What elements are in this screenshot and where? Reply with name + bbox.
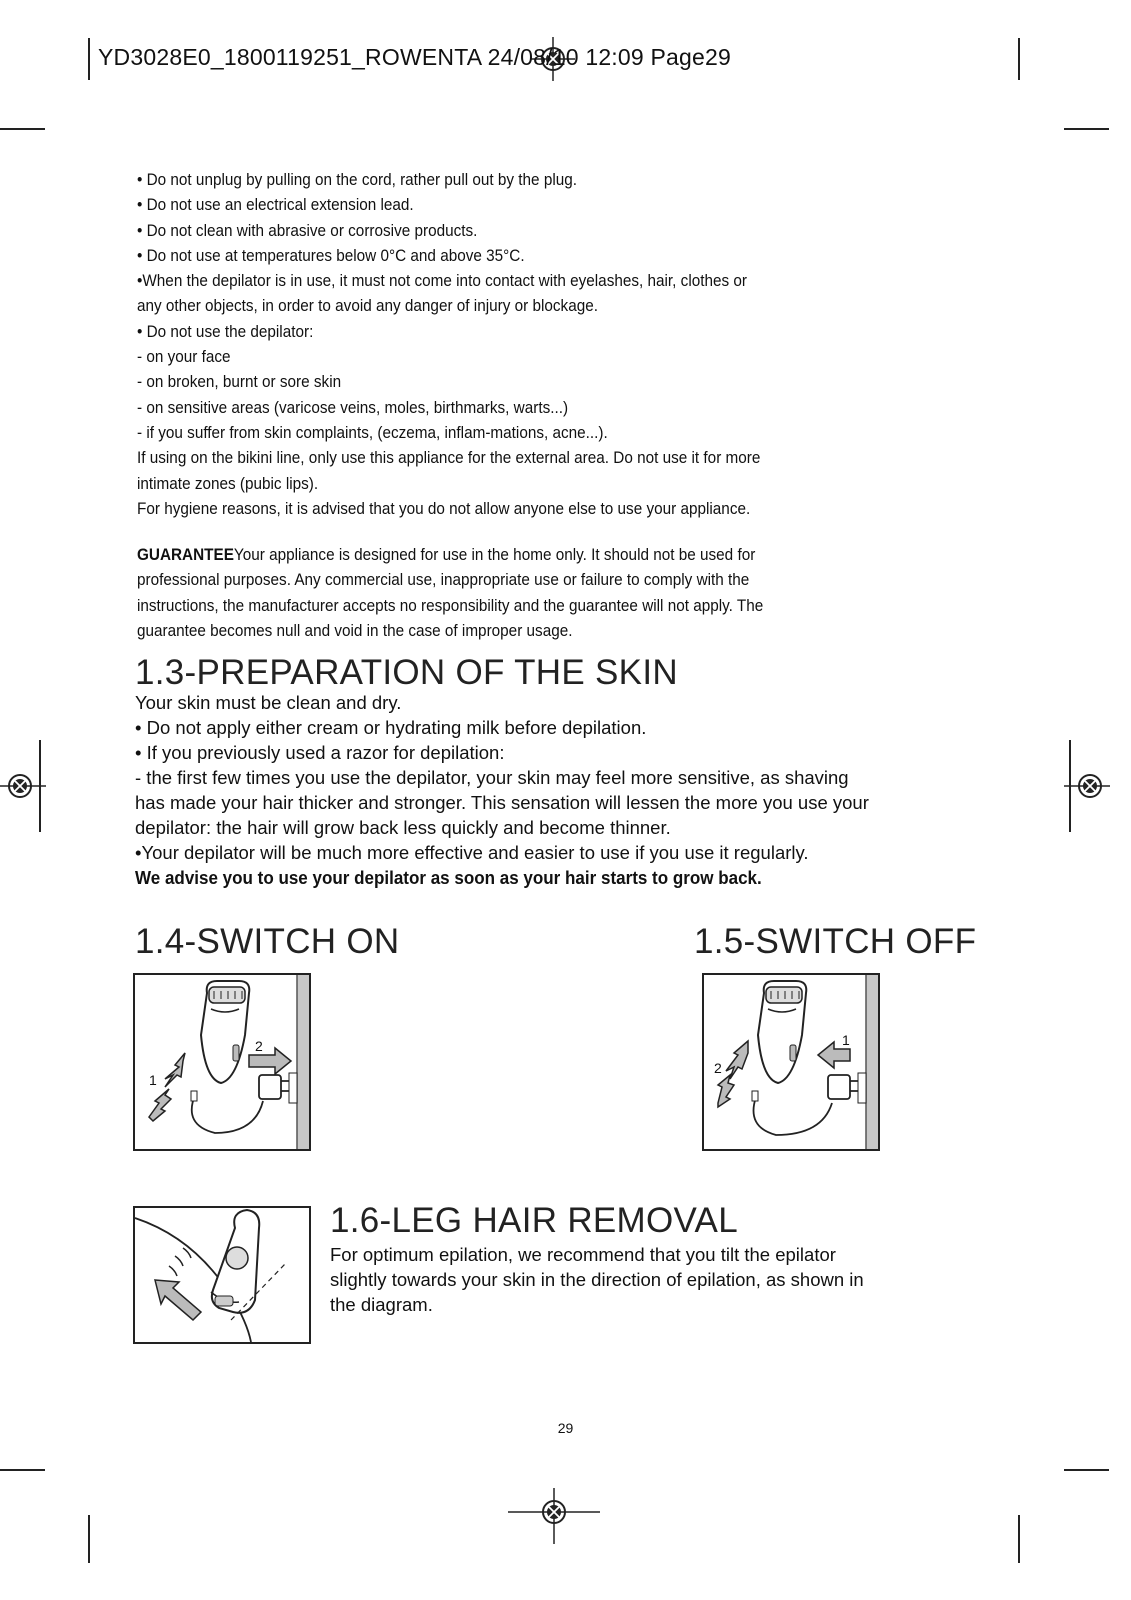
guarantee-label: GUARANTEE bbox=[137, 545, 234, 564]
preparation-line: Your skin must be clean and dry. bbox=[135, 692, 402, 713]
safety-line: • Do not use at temperatures below 0°C and above 35°C. bbox=[137, 245, 525, 265]
leg-hair-removal-text bbox=[330, 1242, 990, 1317]
safety-line: intimate zones (pubic lips). bbox=[137, 473, 319, 493]
safety-line: • Do not use the depilator: bbox=[137, 321, 314, 341]
guarantee-line: instructions, the manufacturer accepts no responsibility and the guarantee will not apply. The bbox=[137, 595, 764, 615]
switch-on-step-2: 2 bbox=[255, 1038, 263, 1054]
registration-mark-right-icon bbox=[1064, 740, 1110, 832]
crop-mark-top-left-horizontal bbox=[0, 128, 45, 130]
preparation-line: - the first few times you use the depilator, your skin may feel more sensitive, as shaving bbox=[135, 767, 849, 788]
preparation-line: • Do not apply either cream or hydrating milk before depilation. bbox=[135, 717, 647, 738]
safety-line: • Do not use an electrical extension lead. bbox=[137, 195, 414, 215]
guarantee-line: guarantee becomes null and void in the case of improper usage. bbox=[137, 620, 573, 640]
preparation-line: •Your depilator will be much more effective and easier to use if you use it regularly. bbox=[135, 842, 809, 863]
guarantee-line: professional purposes. Any commercial use, inappropriate use or failure to comply with the bbox=[137, 570, 750, 590]
switch-off-step-2: 2 bbox=[714, 1060, 722, 1076]
safety-line: - on your face bbox=[137, 347, 231, 367]
leg-hair-removal-diagram bbox=[133, 1206, 311, 1344]
registration-mark-bottom-icon bbox=[508, 1488, 600, 1544]
safety-line: For hygiene reasons, it is advised that you do not allow anyone else to use your appliance. bbox=[137, 498, 751, 518]
section-title-switch-off: 1.5-SWITCH OFF bbox=[694, 922, 977, 961]
leg-line: the diagram. bbox=[330, 1294, 433, 1315]
preparation-text bbox=[135, 690, 995, 890]
preparation-line: • If you previously used a razor for depilation: bbox=[135, 742, 505, 763]
safety-instructions bbox=[137, 167, 997, 521]
safety-line: •When the depilator is in use, it must not come into contact with eyelashes, hair, clothes or bbox=[137, 271, 748, 291]
crop-mark-bottom-left-vertical bbox=[88, 1515, 90, 1563]
crop-mark-top-right-vertical bbox=[1018, 38, 1020, 80]
safety-line: any other objects, in order to avoid any danger of injury or blockage. bbox=[137, 296, 598, 316]
crop-mark-top-right-horizontal bbox=[1064, 128, 1109, 130]
section-title-switch-on: 1.4-SWITCH ON bbox=[135, 922, 400, 961]
registration-mark-left-icon bbox=[0, 740, 46, 832]
crop-mark-bottom-right-horizontal bbox=[1064, 1469, 1109, 1471]
section-title-leg-hair-removal: 1.6-LEG HAIR REMOVAL bbox=[330, 1201, 738, 1240]
safety-line: - on broken, burnt or sore skin bbox=[137, 372, 342, 392]
guarantee-section bbox=[137, 542, 997, 643]
preparation-line: depilator: the hair will grow back less quickly and become thinner. bbox=[135, 817, 671, 838]
preparation-advice: We advise you to use your depilator as soon as your hair starts to grow back. bbox=[135, 867, 762, 888]
crop-mark-bottom-left-horizontal bbox=[0, 1469, 45, 1471]
crop-mark-top-left-vertical bbox=[88, 38, 90, 80]
page-number: 29 bbox=[557, 1420, 574, 1436]
safety-line: • Do not clean with abrasive or corrosive products. bbox=[137, 220, 478, 240]
preparation-line: has made your hair thicker and stronger. This sensation will lessen the more you use your bbox=[135, 792, 869, 813]
switch-on-step-1: 1 bbox=[149, 1072, 157, 1088]
safety-line: • Do not unplug by pulling on the cord, rather pull out by the plug. bbox=[137, 170, 578, 189]
guarantee-line: Your appliance is designed for use in the home only. It should not be used for bbox=[233, 545, 756, 564]
leg-line: For optimum epilation, we recommend that you tilt the epilator bbox=[330, 1244, 836, 1265]
crop-mark-bottom-right-vertical bbox=[1018, 1515, 1020, 1563]
section-title-preparation: 1.3-PREPARATION OF THE SKIN bbox=[135, 653, 678, 692]
safety-line: If using on the bikini line, only use this appliance for the external area. Do not use it for more bbox=[137, 448, 761, 468]
leg-line: slightly towards your skin in the direction of epilation, as shown in bbox=[330, 1269, 864, 1290]
safety-line: - on sensitive areas (varicose veins, moles, birthmarks, warts...) bbox=[137, 397, 569, 417]
switch-off-step-1: 1 bbox=[842, 1032, 850, 1048]
safety-line: - if you suffer from skin complaints, (eczema, inflam-mations, acne...). bbox=[137, 422, 608, 442]
switch-off-diagram bbox=[702, 973, 880, 1151]
slug-line: YD3028E0_1800119251_ROWENTA 24/08/10 12:09 Page29 bbox=[98, 44, 731, 70]
switch-on-diagram bbox=[133, 973, 311, 1151]
